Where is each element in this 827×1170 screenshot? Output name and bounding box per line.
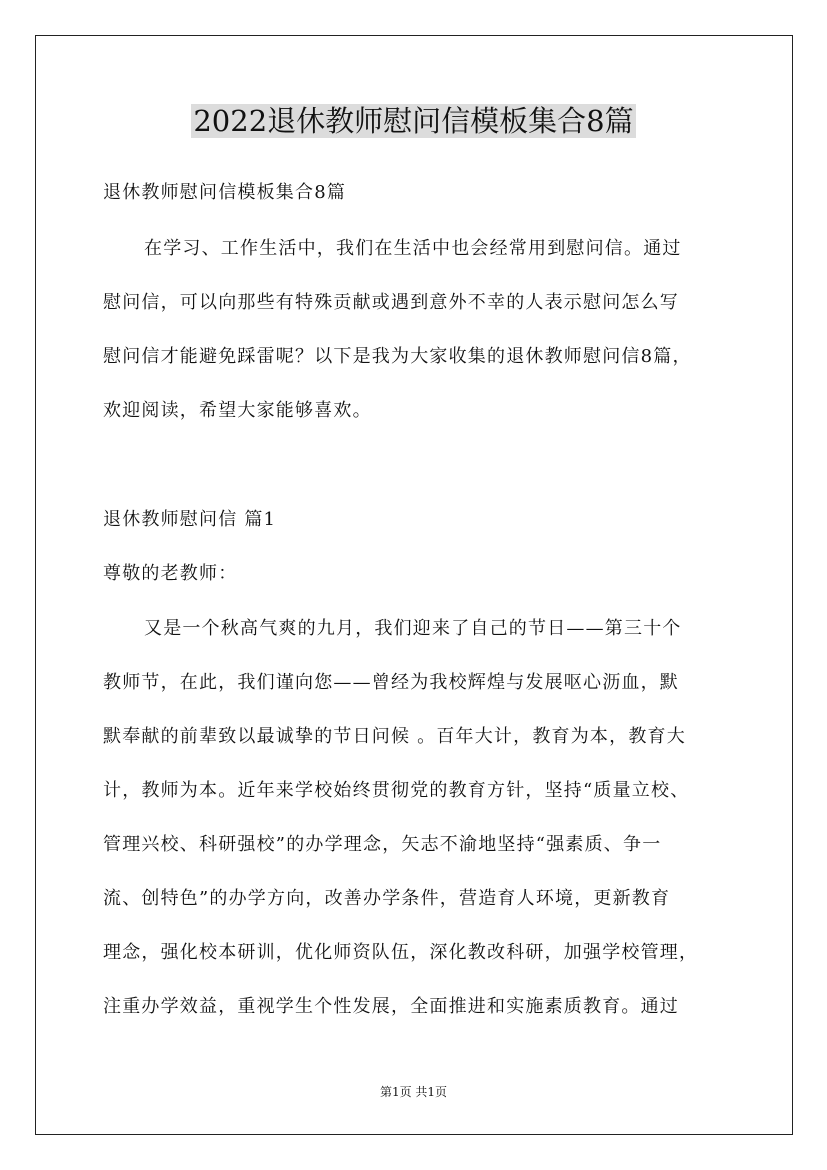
intro-line-1: 在学习、工作生活中，我们在生活中也会经常用到慰问信。通过 — [144, 238, 682, 259]
intro-line-2: 慰问信，可以向那些有特殊贡献或遇到意外不幸的人表示慰问怎么写 — [103, 292, 679, 313]
body-line-7: 理念，强化校本研训，优化师资队伍，深化教改科研，加强学校管理， — [103, 942, 699, 963]
document-title-text: 2022退休教师慰问信模板集合8篇 — [193, 104, 634, 138]
intro-line-3: 慰问信才能避免踩雷呢？以下是我为大家收集的退休教师慰问信8篇， — [103, 346, 692, 367]
body-line-3: 默奉献的前辈致以最诚挚的节日问候 。百年大计，教育为本，教育大 — [103, 726, 686, 747]
document-title — [0, 101, 827, 141]
page-footer: 第1页 共1页 — [379, 1085, 448, 1099]
subtitle: 退休教师慰问信模板集合8篇 — [103, 182, 347, 203]
body-line-2: 教师节，在此，我们谨向您——曾经为我校辉煌与发展呕心沥血，默 — [103, 672, 679, 693]
body-line-1: 又是一个秋高气爽的九月，我们迎来了自己的节日——第三十个 — [144, 618, 682, 639]
salutation: 尊敬的老教师： — [103, 563, 238, 584]
intro-line-4: 欢迎阅读，希望大家能够喜欢。 — [103, 400, 372, 421]
body-line-8: 注重办学效益，重视学生个性发展，全面推进和实施素质教育。通过 — [103, 996, 679, 1017]
body-line-4: 计，教师为本。近年来学校始终贯彻党的教育方针，坚持“质量立校、 — [103, 780, 690, 801]
section-heading: 退休教师慰问信 篇1 — [103, 509, 277, 530]
body-line-5: 管理兴校、科研强校”的办学理念，矢志不渝地坚持“强素质、争一 — [103, 834, 662, 855]
body-line-6: 流、创特色”的办学方向，改善办学条件，营造育人环境，更新教育 — [103, 888, 671, 909]
